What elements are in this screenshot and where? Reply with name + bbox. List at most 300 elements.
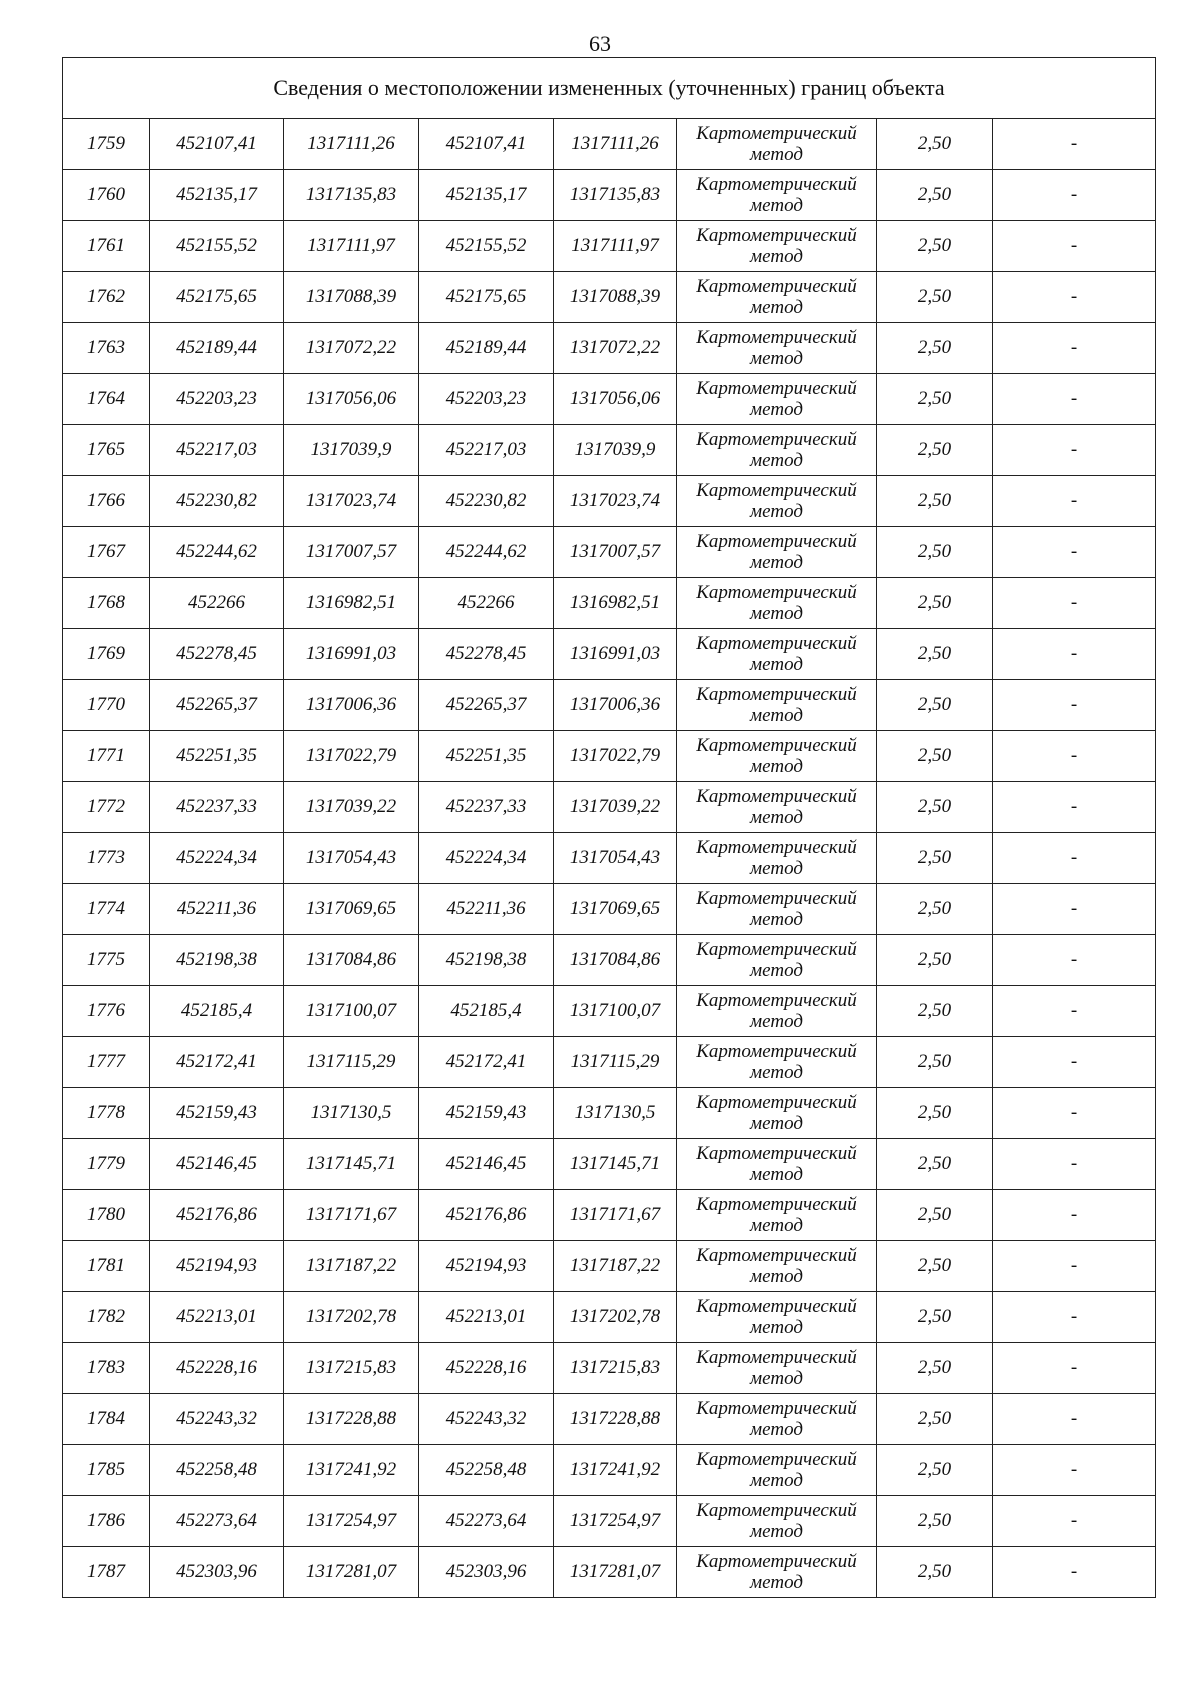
existing-x-cell: 452172,41: [150, 1037, 284, 1088]
method-cell: [677, 1445, 877, 1496]
method-line-1: Картометрический: [696, 582, 857, 603]
method-cell: [677, 1190, 877, 1241]
new-y-cell: 1317007,57: [554, 527, 677, 578]
method-line-2: метод: [750, 858, 803, 879]
new-y-cell: 1317088,39: [554, 272, 677, 323]
method-line-2: метод: [750, 960, 803, 981]
new-y-cell: 1317022,79: [554, 731, 677, 782]
table-row: [63, 425, 1156, 476]
method-cell: [677, 1088, 877, 1139]
table-row: [63, 374, 1156, 425]
method-line-1: Картометрический: [696, 276, 857, 297]
existing-x-cell: 452266: [150, 578, 284, 629]
method-cell: [677, 1292, 877, 1343]
method-line-1: Картометрический: [696, 633, 857, 654]
note-cell: -: [993, 476, 1156, 527]
method-cell: [677, 782, 877, 833]
new-x-cell: 452258,48: [419, 1445, 554, 1496]
new-x-cell: 452135,17: [419, 170, 554, 221]
table-row: [63, 1445, 1156, 1496]
method-cell: [677, 833, 877, 884]
method-line-1: Картометрический: [696, 480, 857, 501]
existing-x-cell: 452243,32: [150, 1394, 284, 1445]
point-number-cell: 1767: [63, 527, 150, 578]
new-x-cell: 452251,35: [419, 731, 554, 782]
method-cell: [677, 1139, 877, 1190]
note-cell: -: [993, 680, 1156, 731]
method-line-2: метод: [750, 1572, 803, 1593]
method-line-2: метод: [750, 654, 803, 675]
method-line-2: метод: [750, 1419, 803, 1440]
method-line-1: Картометрический: [696, 990, 857, 1011]
method-line-2: метод: [750, 1470, 803, 1491]
note-cell: -: [993, 629, 1156, 680]
note-cell: -: [993, 374, 1156, 425]
note-cell: -: [993, 119, 1156, 170]
accuracy-cell: 2,50: [877, 833, 993, 884]
new-y-cell: 1317281,07: [554, 1547, 677, 1598]
table-row: [63, 221, 1156, 272]
new-y-cell: 1317145,71: [554, 1139, 677, 1190]
existing-y-cell: 1317171,67: [284, 1190, 419, 1241]
new-x-cell: 452303,96: [419, 1547, 554, 1598]
table-row: [63, 476, 1156, 527]
accuracy-cell: 2,50: [877, 782, 993, 833]
method-line-2: метод: [750, 1113, 803, 1134]
new-x-cell: 452230,82: [419, 476, 554, 527]
note-cell: -: [993, 1139, 1156, 1190]
accuracy-cell: 2,50: [877, 1190, 993, 1241]
method-line-2: метод: [750, 1011, 803, 1032]
table-row: [63, 1394, 1156, 1445]
existing-x-cell: 452228,16: [150, 1343, 284, 1394]
point-number-cell: 1759: [63, 119, 150, 170]
point-number-cell: 1783: [63, 1343, 150, 1394]
new-y-cell: 1317039,9: [554, 425, 677, 476]
point-number-cell: 1766: [63, 476, 150, 527]
existing-y-cell: 1317115,29: [284, 1037, 419, 1088]
method-cell: [677, 884, 877, 935]
note-cell: -: [993, 1241, 1156, 1292]
new-x-cell: 452172,41: [419, 1037, 554, 1088]
existing-x-cell: 452159,43: [150, 1088, 284, 1139]
table-row: [63, 119, 1156, 170]
table-title-row: [63, 58, 1156, 119]
new-y-cell: 1317215,83: [554, 1343, 677, 1394]
new-y-cell: 1317171,67: [554, 1190, 677, 1241]
new-y-cell: 1317069,65: [554, 884, 677, 935]
note-cell: -: [993, 527, 1156, 578]
table-row: [63, 1496, 1156, 1547]
method-line-2: метод: [750, 603, 803, 624]
method-line-1: Картометрический: [696, 225, 857, 246]
accuracy-cell: 2,50: [877, 527, 993, 578]
method-cell: [677, 374, 877, 425]
method-line-1: Картометрический: [696, 378, 857, 399]
method-line-2: метод: [750, 807, 803, 828]
note-cell: -: [993, 323, 1156, 374]
new-x-cell: 452198,38: [419, 935, 554, 986]
new-x-cell: 452266: [419, 578, 554, 629]
new-y-cell: 1317254,97: [554, 1496, 677, 1547]
method-line-1: Картометрический: [696, 174, 857, 195]
accuracy-cell: 2,50: [877, 935, 993, 986]
existing-x-cell: 452213,01: [150, 1292, 284, 1343]
new-x-cell: 452176,86: [419, 1190, 554, 1241]
accuracy-cell: 2,50: [877, 986, 993, 1037]
existing-x-cell: 452237,33: [150, 782, 284, 833]
new-x-cell: 452194,93: [419, 1241, 554, 1292]
point-number-cell: 1784: [63, 1394, 150, 1445]
new-y-cell: 1317241,92: [554, 1445, 677, 1496]
method-line-1: Картометрический: [696, 786, 857, 807]
note-cell: -: [993, 170, 1156, 221]
point-number-cell: 1775: [63, 935, 150, 986]
point-number-cell: 1779: [63, 1139, 150, 1190]
table-row: [63, 1241, 1156, 1292]
method-line-2: метод: [750, 1215, 803, 1236]
new-x-cell: 452189,44: [419, 323, 554, 374]
accuracy-cell: 2,50: [877, 578, 993, 629]
existing-y-cell: 1317254,97: [284, 1496, 419, 1547]
point-number-cell: 1780: [63, 1190, 150, 1241]
existing-x-cell: 452251,35: [150, 731, 284, 782]
existing-y-cell: 1317039,22: [284, 782, 419, 833]
new-y-cell: 1317115,29: [554, 1037, 677, 1088]
existing-x-cell: 452230,82: [150, 476, 284, 527]
note-cell: -: [993, 1190, 1156, 1241]
method-line-1: Картометрический: [696, 1143, 857, 1164]
new-y-cell: 1317084,86: [554, 935, 677, 986]
table-row: [63, 1139, 1156, 1190]
table-row: [63, 1190, 1156, 1241]
new-y-cell: 1316991,03: [554, 629, 677, 680]
method-line-2: метод: [750, 909, 803, 930]
method-line-2: метод: [750, 1062, 803, 1083]
existing-x-cell: 452198,38: [150, 935, 284, 986]
method-line-2: метод: [750, 705, 803, 726]
existing-y-cell: 1317088,39: [284, 272, 419, 323]
accuracy-cell: 2,50: [877, 323, 993, 374]
method-line-2: метод: [750, 1368, 803, 1389]
method-cell: [677, 578, 877, 629]
note-cell: -: [993, 1496, 1156, 1547]
point-number-cell: 1778: [63, 1088, 150, 1139]
method-cell: [677, 170, 877, 221]
accuracy-cell: 2,50: [877, 272, 993, 323]
new-x-cell: 452211,36: [419, 884, 554, 935]
method-line-1: Картометрический: [696, 1194, 857, 1215]
method-cell: [677, 629, 877, 680]
new-x-cell: 452278,45: [419, 629, 554, 680]
method-line-1: Картометрический: [696, 888, 857, 909]
point-number-cell: 1774: [63, 884, 150, 935]
accuracy-cell: 2,50: [877, 170, 993, 221]
method-cell: [677, 476, 877, 527]
note-cell: -: [993, 1445, 1156, 1496]
existing-y-cell: 1317281,07: [284, 1547, 419, 1598]
method-line-1: Картометрический: [696, 735, 857, 756]
method-line-1: Картометрический: [696, 684, 857, 705]
point-number-cell: 1764: [63, 374, 150, 425]
existing-y-cell: 1317202,78: [284, 1292, 419, 1343]
existing-y-cell: 1317072,22: [284, 323, 419, 374]
new-y-cell: 1317111,26: [554, 119, 677, 170]
table-row: [63, 782, 1156, 833]
table-row: [63, 272, 1156, 323]
accuracy-cell: 2,50: [877, 1394, 993, 1445]
accuracy-cell: 2,50: [877, 731, 993, 782]
method-cell: [677, 1394, 877, 1445]
method-line-1: Картометрический: [696, 123, 857, 144]
new-x-cell: 452213,01: [419, 1292, 554, 1343]
method-line-2: метод: [750, 399, 803, 420]
new-x-cell: 452217,03: [419, 425, 554, 476]
table-row: [63, 680, 1156, 731]
method-cell: [677, 1343, 877, 1394]
existing-y-cell: 1317054,43: [284, 833, 419, 884]
method-line-1: Картометрический: [696, 1500, 857, 1521]
note-cell: -: [993, 1547, 1156, 1598]
new-y-cell: 1317006,36: [554, 680, 677, 731]
method-line-2: метод: [750, 501, 803, 522]
table-row: [63, 1343, 1156, 1394]
method-line-2: метод: [750, 246, 803, 267]
existing-x-cell: 452176,86: [150, 1190, 284, 1241]
new-x-cell: 452159,43: [419, 1088, 554, 1139]
existing-y-cell: 1317111,97: [284, 221, 419, 272]
new-x-cell: 452146,45: [419, 1139, 554, 1190]
existing-y-cell: 1317039,9: [284, 425, 419, 476]
table-row: [63, 1547, 1156, 1598]
existing-y-cell: 1317022,79: [284, 731, 419, 782]
existing-x-cell: 452278,45: [150, 629, 284, 680]
new-y-cell: 1317023,74: [554, 476, 677, 527]
note-cell: -: [993, 1037, 1156, 1088]
accuracy-cell: 2,50: [877, 476, 993, 527]
method-line-1: Картометрический: [696, 1041, 857, 1062]
point-number-cell: 1761: [63, 221, 150, 272]
new-y-cell: 1317228,88: [554, 1394, 677, 1445]
note-cell: -: [993, 731, 1156, 782]
note-cell: -: [993, 782, 1156, 833]
method-line-1: Картометрический: [696, 1347, 857, 1368]
existing-y-cell: 1317069,65: [284, 884, 419, 935]
method-cell: [677, 1241, 877, 1292]
table-row: [63, 884, 1156, 935]
method-line-2: метод: [750, 552, 803, 573]
existing-x-cell: 452185,4: [150, 986, 284, 1037]
table-row: [63, 578, 1156, 629]
table-title: Сведения о местоположении измененных (уточненных) границ объекта: [63, 58, 1156, 119]
point-number-cell: 1787: [63, 1547, 150, 1598]
existing-x-cell: 452303,96: [150, 1547, 284, 1598]
new-y-cell: 1317072,22: [554, 323, 677, 374]
method-cell: [677, 935, 877, 986]
method-line-1: Картометрический: [696, 1398, 857, 1419]
point-number-cell: 1770: [63, 680, 150, 731]
existing-y-cell: 1317100,07: [284, 986, 419, 1037]
method-line-2: метод: [750, 1164, 803, 1185]
existing-y-cell: 1316991,03: [284, 629, 419, 680]
existing-x-cell: 452194,93: [150, 1241, 284, 1292]
existing-x-cell: 452107,41: [150, 119, 284, 170]
note-cell: -: [993, 272, 1156, 323]
table-row: [63, 629, 1156, 680]
method-cell: [677, 119, 877, 170]
existing-y-cell: 1317006,36: [284, 680, 419, 731]
boundary-coordinates-table: [62, 57, 1156, 1598]
new-x-cell: 452224,34: [419, 833, 554, 884]
existing-y-cell: 1317130,5: [284, 1088, 419, 1139]
existing-x-cell: 452146,45: [150, 1139, 284, 1190]
new-y-cell: 1317056,06: [554, 374, 677, 425]
existing-y-cell: 1317228,88: [284, 1394, 419, 1445]
point-number-cell: 1776: [63, 986, 150, 1037]
new-x-cell: 452244,62: [419, 527, 554, 578]
method-cell: [677, 1496, 877, 1547]
note-cell: -: [993, 833, 1156, 884]
table-row: [63, 731, 1156, 782]
new-x-cell: 452107,41: [419, 119, 554, 170]
existing-y-cell: 1317023,74: [284, 476, 419, 527]
existing-x-cell: 452135,17: [150, 170, 284, 221]
table-row: [63, 1292, 1156, 1343]
method-line-2: метод: [750, 144, 803, 165]
method-cell: [677, 221, 877, 272]
method-line-2: метод: [750, 756, 803, 777]
new-y-cell: 1317130,5: [554, 1088, 677, 1139]
note-cell: -: [993, 1343, 1156, 1394]
new-y-cell: 1317039,22: [554, 782, 677, 833]
new-y-cell: 1317054,43: [554, 833, 677, 884]
method-cell: [677, 272, 877, 323]
accuracy-cell: 2,50: [877, 1241, 993, 1292]
note-cell: -: [993, 986, 1156, 1037]
table-row: [63, 1088, 1156, 1139]
point-number-cell: 1772: [63, 782, 150, 833]
method-line-2: метод: [750, 1317, 803, 1338]
accuracy-cell: 2,50: [877, 1037, 993, 1088]
new-y-cell: 1317135,83: [554, 170, 677, 221]
method-cell: [677, 527, 877, 578]
new-x-cell: 452155,52: [419, 221, 554, 272]
accuracy-cell: 2,50: [877, 680, 993, 731]
note-cell: -: [993, 1088, 1156, 1139]
accuracy-cell: 2,50: [877, 1292, 993, 1343]
existing-y-cell: 1317187,22: [284, 1241, 419, 1292]
method-line-1: Картометрический: [696, 327, 857, 348]
new-x-cell: 452265,37: [419, 680, 554, 731]
existing-y-cell: 1317145,71: [284, 1139, 419, 1190]
existing-x-cell: 452273,64: [150, 1496, 284, 1547]
accuracy-cell: 2,50: [877, 119, 993, 170]
accuracy-cell: 2,50: [877, 1139, 993, 1190]
existing-x-cell: 452155,52: [150, 221, 284, 272]
method-cell: [677, 1037, 877, 1088]
new-y-cell: 1317111,97: [554, 221, 677, 272]
method-line-1: Картометрический: [696, 429, 857, 450]
point-number-cell: 1760: [63, 170, 150, 221]
new-y-cell: 1317187,22: [554, 1241, 677, 1292]
existing-y-cell: 1317007,57: [284, 527, 419, 578]
existing-x-cell: 452258,48: [150, 1445, 284, 1496]
method-line-1: Картометрический: [696, 939, 857, 960]
point-number-cell: 1765: [63, 425, 150, 476]
method-cell: [677, 1547, 877, 1598]
accuracy-cell: 2,50: [877, 1343, 993, 1394]
table-row: [63, 170, 1156, 221]
accuracy-cell: 2,50: [877, 1445, 993, 1496]
new-y-cell: 1317202,78: [554, 1292, 677, 1343]
new-x-cell: 452203,23: [419, 374, 554, 425]
table-row: [63, 833, 1156, 884]
method-line-2: метод: [750, 1266, 803, 1287]
accuracy-cell: 2,50: [877, 1496, 993, 1547]
point-number-cell: 1771: [63, 731, 150, 782]
point-number-cell: 1763: [63, 323, 150, 374]
note-cell: -: [993, 425, 1156, 476]
method-line-1: Картометрический: [696, 1296, 857, 1317]
existing-y-cell: 1317215,83: [284, 1343, 419, 1394]
new-x-cell: 452237,33: [419, 782, 554, 833]
existing-x-cell: 452265,37: [150, 680, 284, 731]
existing-y-cell: 1317135,83: [284, 170, 419, 221]
accuracy-cell: 2,50: [877, 629, 993, 680]
page-number: 63: [589, 31, 611, 56]
method-line-1: Картометрический: [696, 531, 857, 552]
existing-x-cell: 452203,23: [150, 374, 284, 425]
new-x-cell: 452273,64: [419, 1496, 554, 1547]
existing-x-cell: 452217,03: [150, 425, 284, 476]
new-y-cell: 1317100,07: [554, 986, 677, 1037]
table-row: [63, 527, 1156, 578]
method-line-1: Картометрический: [696, 837, 857, 858]
method-line-2: метод: [750, 450, 803, 471]
new-y-cell: 1316982,51: [554, 578, 677, 629]
method-line-1: Картометрический: [696, 1551, 857, 1572]
note-cell: -: [993, 578, 1156, 629]
existing-y-cell: 1317241,92: [284, 1445, 419, 1496]
new-x-cell: 452243,32: [419, 1394, 554, 1445]
note-cell: -: [993, 935, 1156, 986]
method-cell: [677, 986, 877, 1037]
new-x-cell: 452175,65: [419, 272, 554, 323]
point-number-cell: 1781: [63, 1241, 150, 1292]
method-line-2: метод: [750, 195, 803, 216]
method-line-1: Картометрический: [696, 1449, 857, 1470]
point-number-cell: 1782: [63, 1292, 150, 1343]
note-cell: -: [993, 884, 1156, 935]
existing-y-cell: 1316982,51: [284, 578, 419, 629]
table-row: [63, 1037, 1156, 1088]
table-row: [63, 935, 1156, 986]
method-line-2: метод: [750, 1521, 803, 1542]
existing-x-cell: 452224,34: [150, 833, 284, 884]
accuracy-cell: 2,50: [877, 1547, 993, 1598]
point-number-cell: 1777: [63, 1037, 150, 1088]
note-cell: -: [993, 1292, 1156, 1343]
accuracy-cell: 2,50: [877, 425, 993, 476]
point-number-cell: 1785: [63, 1445, 150, 1496]
new-x-cell: 452228,16: [419, 1343, 554, 1394]
existing-x-cell: 452244,62: [150, 527, 284, 578]
table-row: [63, 323, 1156, 374]
accuracy-cell: 2,50: [877, 221, 993, 272]
accuracy-cell: 2,50: [877, 884, 993, 935]
method-line-1: Картометрический: [696, 1092, 857, 1113]
point-number-cell: 1768: [63, 578, 150, 629]
